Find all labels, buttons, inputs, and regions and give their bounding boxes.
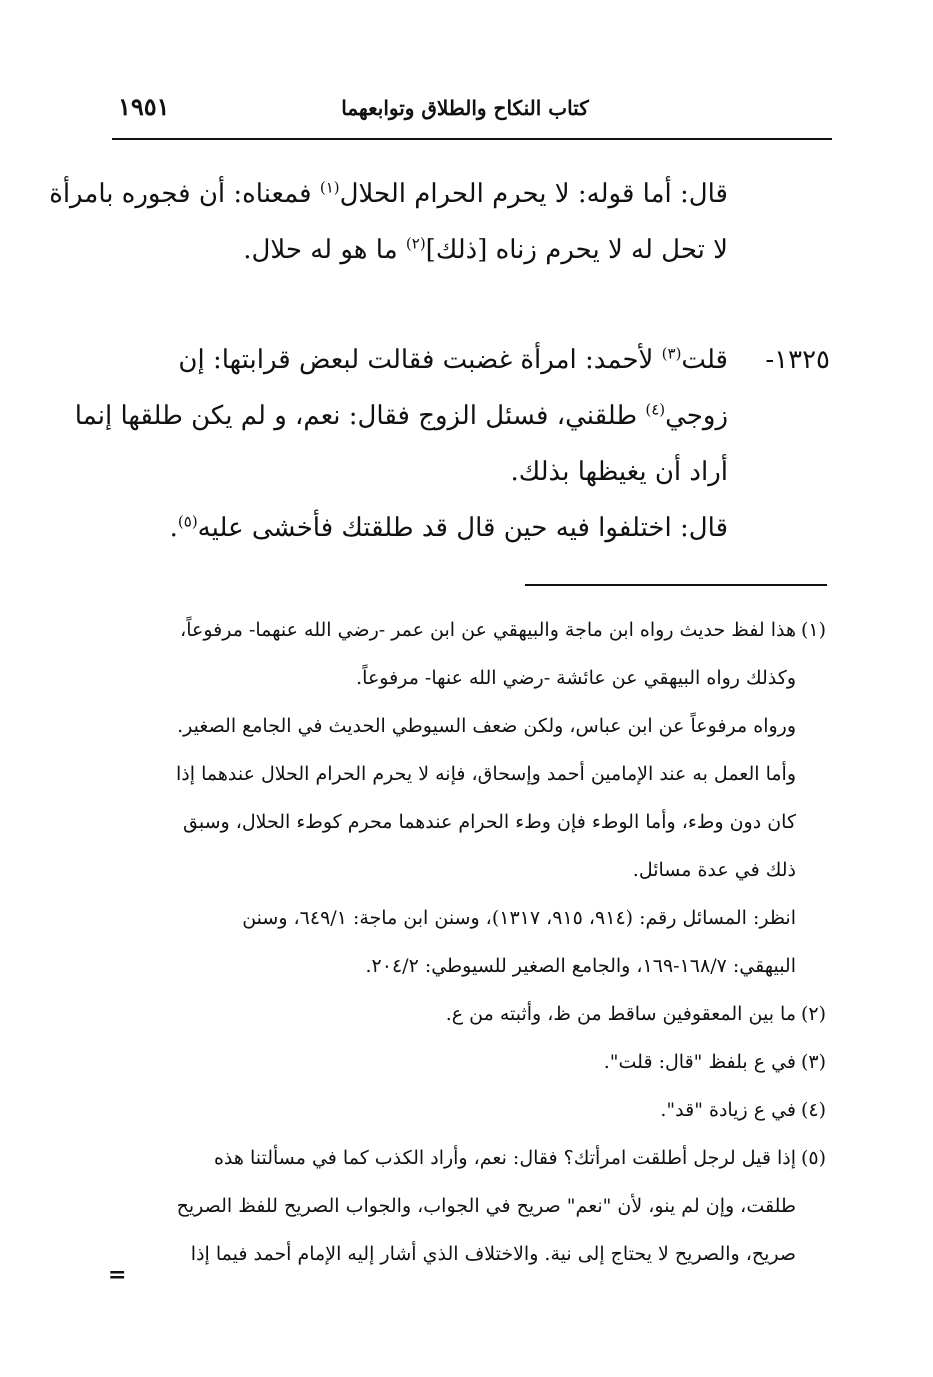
footnote-line: طلقت، وإن لم ينو، لأن "نعم" صريح في الجواب، والجواب الصريح للفظ الصريح bbox=[176, 1195, 796, 1217]
issue-text bbox=[74, 332, 728, 556]
footnote-5: (٥)إذا قيل لرجل أطلقت امرأتك؟ فقال: نعم، وأراد الكذب كما في مسألتنا هذه bbox=[104, 1134, 826, 1182]
footnote-3: (٣)في ع بلفظ "قال: قلت". bbox=[104, 1038, 826, 1086]
header-rule bbox=[112, 138, 832, 140]
footnote-line: ورواه مرفوعاً عن ابن عباس، ولكن ضعف السيوطي الحديث في الجامع الصغير. bbox=[177, 715, 796, 737]
footnote-1: (١)هذا لفظ حديث رواه ابن ماجة والبيهقي عن ابن عمر -رضي الله عنهما- مرفوعاً، bbox=[104, 606, 826, 654]
text-line: أراد أن يغيظها بذلك. bbox=[510, 457, 728, 487]
running-header-title: كتاب النكاح والطلاق وتوابعهما bbox=[341, 96, 589, 120]
footnote-separator bbox=[525, 584, 827, 586]
text-line: قلت$^{(٣)}$ لأحمد: امرأة غضبت فقالت لبعض قرابتها: إن bbox=[178, 344, 728, 375]
footnote-4: (٤)في ع زيادة "قد". bbox=[104, 1086, 826, 1134]
text-line: قال: أما قوله: لا يحرم الحرام الحلال$^{(١)}$ فمعناه: أن فجوره بامرأة bbox=[49, 178, 728, 209]
footnote-number: (٤) bbox=[800, 1099, 826, 1121]
footnote-2: (٢)ما بين المعقوفين ساقط من ظ، وأثبته من ع. bbox=[104, 990, 826, 1038]
footnote-ref: (٥) bbox=[177, 512, 198, 531]
footnote-line: كان دون وطء، وأما الوطء فإن وطء الحرام عندهما محرم كوطء الحلال، وسبق bbox=[182, 811, 796, 833]
page-number: ١٩٥١ bbox=[118, 92, 170, 121]
footnote-line: انظر: المسائل رقم: (٩١٤، ٩١٥، ١٣١٧)، وسنن ابن ماجة: ٦٤٩/١، وسنن bbox=[242, 907, 796, 929]
footnote-ref: (١) bbox=[319, 178, 340, 197]
footnote-number: (٣) bbox=[800, 1051, 826, 1073]
footnote-ref: (٤) bbox=[645, 400, 666, 419]
paragraph-1 bbox=[49, 166, 728, 278]
text-line: لا تحل له لا يحرم زناه [ذلك]$^{(٢)}$ ما هو له حلال. bbox=[243, 234, 728, 265]
issue-number: ١٣٢٥- bbox=[765, 345, 830, 375]
footnotes bbox=[104, 606, 826, 1278]
footnote-line: البيهقي: ١٦٨/٧-١٦٩، والجامع الصغير للسيوطي: ٢٠٤/٢. bbox=[365, 955, 796, 977]
footnote-line: صريح، والصريح لا يحتاج إلى نية. والاختلاف الذي أشار إليه الإمام أحمد فيما إذا bbox=[190, 1243, 796, 1265]
footnote-number: (٢) bbox=[800, 1003, 826, 1025]
footnote-ref: (٣) bbox=[661, 344, 682, 363]
text-line: قال: اختلفوا فيه حين قال قد طلقتك فأخشى عليه$^{(٥)}$. bbox=[169, 512, 728, 543]
continuation-mark: = bbox=[108, 1262, 127, 1288]
footnote-line: ذلك في عدة مسائل. bbox=[632, 859, 796, 881]
footnote-number: (١) bbox=[800, 619, 826, 641]
footnote-ref: (٢) bbox=[405, 234, 426, 253]
footnote-line: وأما العمل به عند الإمامين أحمد وإسحاق، فإنه لا يحرم الحرام الحلال عندهما إذا bbox=[176, 763, 796, 785]
footnote-line: وكذلك رواه البيهقي عن عائشة -رضي الله عنها- مرفوعاً. bbox=[356, 667, 796, 689]
footnote-number: (٥) bbox=[800, 1147, 826, 1169]
text-line: زوجي$^{(٤)}$ طلقني، فسئل الزوج فقال: نعم، و لم يكن طلقها إنما bbox=[74, 400, 728, 431]
